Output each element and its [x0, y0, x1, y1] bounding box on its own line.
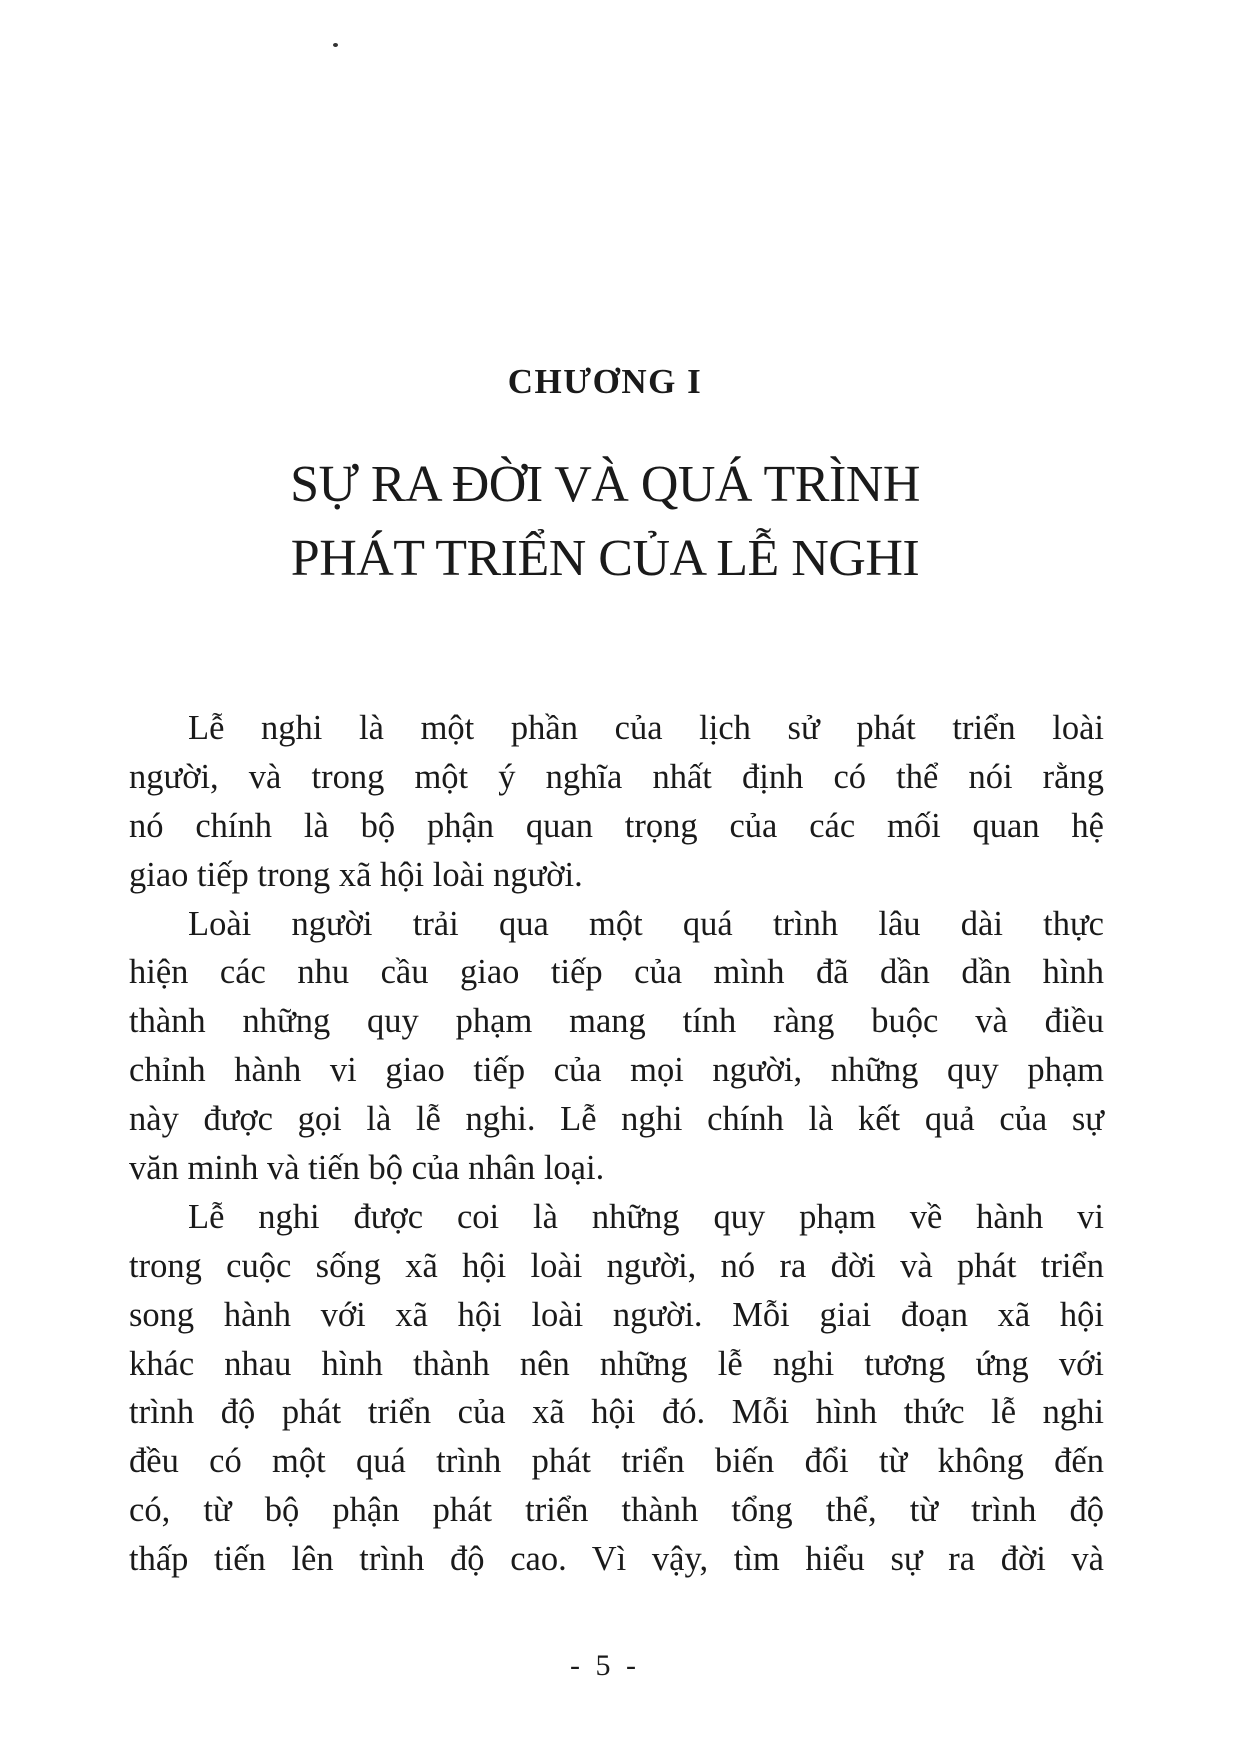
text-line: người, và trong một ý nghĩa nhất định có thể nói rằng [129, 757, 1104, 796]
text-line: thấp tiến lên trình độ cao. Vì vậy, tìm hiểu sự ra đời và [129, 1540, 1104, 1579]
page-number: - 5 - [570, 1649, 640, 1682]
text-line: trình độ phát triển của xã hội đó. Mỗi hình thức lễ nghi [129, 1393, 1104, 1432]
text-line: có, từ bộ phận phát triển thành tổng thể, từ trình độ [129, 1491, 1104, 1530]
chapter-title-line: PHÁT TRIỂN CỦA LỄ NGHI [290, 530, 920, 587]
text-line: hiện các nhu cầu giao tiếp của mình đã dần dần hình [129, 953, 1104, 992]
text-line: nó chính là bộ phận quan trọng của các mối quan hệ [129, 806, 1104, 845]
text-line: khác nhau hình thành nên những lễ nghi tương ứng với [129, 1344, 1104, 1383]
paragraph [129, 704, 1104, 900]
body-text [129, 704, 1104, 1584]
text-line: đều có một quá trình phát triển biến đổi từ không đến [129, 1442, 1104, 1481]
ink-speck [333, 43, 338, 47]
text-line: Lễ nghi được coi là những quy phạm về hành vi [188, 1197, 1104, 1236]
paragraph [129, 900, 1104, 1193]
chapter-title [0, 448, 1210, 596]
chapter-label: CHƯƠNG I [507, 362, 703, 401]
text-line: văn minh và tiến bộ của nhân loại. [129, 1149, 605, 1188]
text-line: giao tiếp trong xã hội loài người. [129, 855, 583, 894]
text-line: Lễ nghi là một phần của lịch sử phát triển loài [188, 709, 1104, 747]
text-line: trong cuộc sống xã hội loài người, nó ra đời và phát triển [129, 1246, 1104, 1285]
text-line: song hành với xã hội loài người. Mỗi giai đoạn xã hội [129, 1295, 1104, 1334]
paragraph [129, 1193, 1104, 1584]
text-line: này được gọi là lễ nghi. Lễ nghi chính là kết quả của sự [129, 1100, 1104, 1139]
chapter-title-line: SỰ RA ĐỜI VÀ QUÁ TRÌNH [290, 456, 920, 513]
text-line: thành những quy phạm mang tính ràng buộc và điều [129, 1002, 1104, 1041]
text-line: chỉnh hành vi giao tiếp của mọi người, những quy phạm [129, 1051, 1104, 1090]
text-line: Loài người trải qua một quá trình lâu dài thực [188, 904, 1104, 943]
